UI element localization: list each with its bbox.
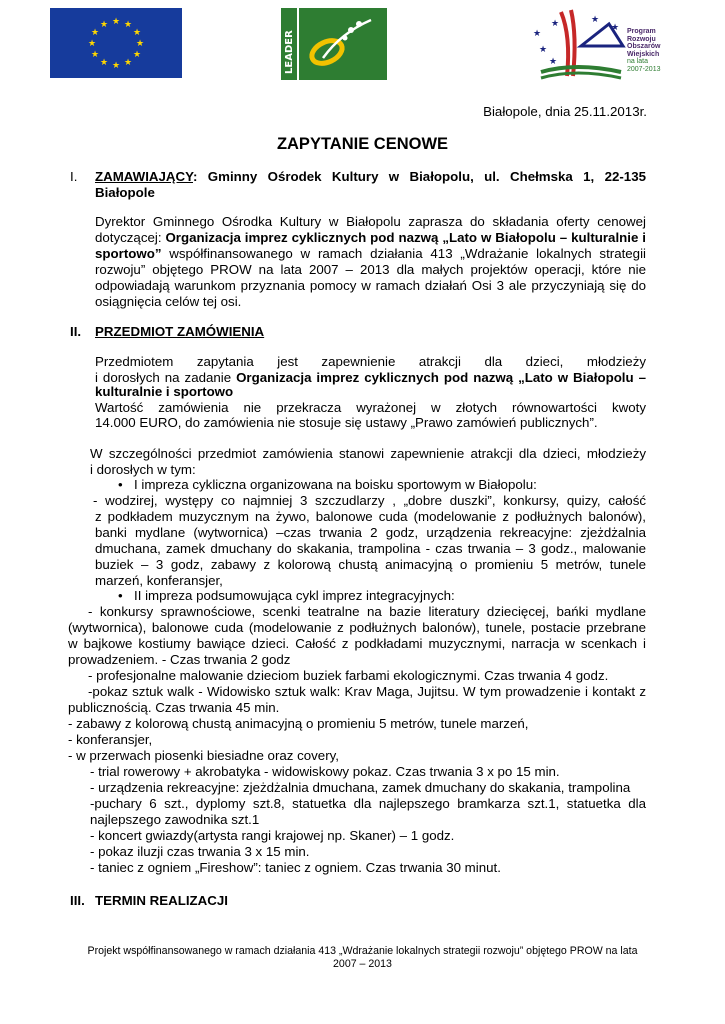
bullet-2-label: II impreza podsumowująca cykl imprez integracyjnych: bbox=[134, 588, 455, 603]
bullet-1-line: marzeń, konferansjer, bbox=[95, 573, 223, 588]
section-2-para-line: Przedmiotem zapytania jest zapewnienie atrakcji dla dzieci, młodzieży bbox=[95, 354, 646, 369]
svg-text:★: ★ bbox=[99, 58, 109, 68]
svg-text:★: ★ bbox=[99, 20, 109, 30]
prow-logo bbox=[531, 6, 666, 84]
bullet-2-line: - konkursy sprawnościowe, scenki teatralne na bazie literatury dziecięcej, bańki mydlane bbox=[88, 604, 646, 619]
svg-text:★: ★ bbox=[591, 15, 600, 25]
section-3-number: III. bbox=[70, 893, 85, 908]
section-2-para-line: 14.000 EURO, do zamówienia nie stosuje się ustawy „Prawo zamówień publicznych”. bbox=[95, 415, 598, 430]
document-title: ZAPYTANIE CENOWE bbox=[276, 135, 449, 153]
page-footer: Projekt współfinansowanego w ramach działania 413 „Wdrażanie lokalnych strategii rozwoju” objętego PROW na lata 2007 – 2013 bbox=[87, 945, 638, 970]
document-date: Białopole, dnia 25.11.2013r. bbox=[483, 104, 647, 119]
section-1-number: I. bbox=[70, 169, 78, 184]
bullet-2-line: prowadzeniem. - Czas trwania 2 godz bbox=[68, 652, 291, 667]
section-1-para-line: odpowiadają warunkom przyznania pomocy w ramach działań Osi 3 ale przyczyniają się do bbox=[95, 278, 646, 293]
svg-text:★: ★ bbox=[111, 17, 121, 27]
section-3-heading: TERMIN REALIZACJI bbox=[95, 893, 228, 908]
section-2-para-line: i dorosłych w tym: bbox=[90, 462, 196, 477]
bullet-1-label: I impreza cykliczna organizowana na boisku sportowym w Białopolu: bbox=[134, 477, 537, 492]
section-1-city: Białopole bbox=[95, 185, 155, 200]
svg-text:★: ★ bbox=[135, 39, 145, 49]
bullet-2-line: publicznością. Czas trwania 45 min. bbox=[68, 700, 280, 715]
bullet-2-line: - konferansjer, bbox=[68, 732, 153, 747]
bullet-2-line: - koncert gwiazdy(artysta rangi krajowej np. Skaner) – 1 godz. bbox=[90, 828, 455, 843]
section-2-para-line: W szczególności przedmiot zamówienia stanowi zapewnienie atrakcji dla dzieci, młodzieży bbox=[90, 446, 646, 461]
svg-text:★: ★ bbox=[132, 28, 142, 38]
bullet-2-line: (wytwornica), balonowe cuda (modelowanie z podłużnych balonów), tunele, postacie przebrane bbox=[68, 620, 646, 635]
section-1-para-line: Dyrektor Gminnego Ośrodka Kultury w Białopolu zaprasza do składania oferty cenowej bbox=[95, 214, 646, 229]
bullet-2-line: - pokaz iluzji czas trwania 3 x 15 min. bbox=[90, 844, 310, 859]
leader-logo bbox=[281, 8, 387, 80]
section-1-para-line: osiągnięcia celów tej osi. bbox=[95, 294, 242, 309]
bullet-icon: • bbox=[118, 588, 123, 603]
bullet-1-line: dmuchana, zamek dmuchany do skakania, trampolina - czas trwania – 3 godz., malowanie bbox=[95, 541, 646, 556]
bullet-2-line: - zabawy z kolorową chustą animacyjną o promieniu 5 metrów, tunele marzeń, bbox=[68, 716, 529, 731]
bullet-2-line: - w przerwach piosenki biesiadne oraz covery, bbox=[68, 748, 339, 763]
bullet-2-line: najlepszego zawodnika szt.1 bbox=[90, 812, 260, 827]
section-1-para-line: rozwoju” objętego PROW na lata 2007 – 2013 dla małych projektów operacji, które nie bbox=[95, 262, 646, 277]
section-1-para-line: sportowo” współfinansowanego w ramach działania 413 „Wdrażanie lokalnych strategii bbox=[95, 246, 646, 261]
svg-text:★: ★ bbox=[123, 20, 133, 30]
svg-text:★: ★ bbox=[533, 29, 542, 39]
bullet-1-line: z podkładem muzycznym na żywo, balonowe cuda (modelowanie z podłużnych balonów), bbox=[95, 509, 646, 524]
section-2-heading: PRZEDMIOT ZAMÓWIENIA bbox=[95, 324, 265, 339]
bullet-2-line: -pokaz sztuk walk - Widowisko sztuk walk: Krav Maga, Jujitsu. W tym prowadzenie i kontakt z bbox=[88, 684, 646, 699]
prow-caption: Program Rozwoju Obszarów Wiejskich na lata 2007-2013 bbox=[627, 28, 661, 73]
svg-text:★: ★ bbox=[551, 19, 560, 29]
section-2-para-line: Wartość zamówienia nie przekracza wyrażonej w złotych równowartości kwoty bbox=[95, 400, 646, 415]
bullet-1-line: banki mydlane (wytwornica) –czas trwania 2 godz, urządzenia rekreacyjne: zjeżdżalnia bbox=[95, 525, 646, 540]
svg-text:★: ★ bbox=[539, 45, 548, 55]
bullet-icon: • bbox=[118, 477, 123, 492]
bullet-2-line: - taniec z ogniem „Fireshow”: taniec z ogniem. Czas trwania 30 minut. bbox=[90, 860, 501, 875]
bullet-1-line: - wodzirej, występy co najmniej 3 szczudlarzy , „dobre duszki”, konkursy, quizy, całość bbox=[93, 493, 646, 508]
bullet-2-line: - trial rowerowy + akrobatyka - widowiskowy pokaz. Czas trwania 3 x po 15 min. bbox=[90, 764, 560, 779]
bullet-2-line: - urządzenia rekreacyjne: zjeżdżalnia dmuchana, zamek dmuchany do skakania, trampolina bbox=[90, 780, 631, 795]
bullet-2-line: - profesjonalne malowanie dzieciom buziek farbami ekologicznymi. Czas trwania 4 godz. bbox=[88, 668, 609, 683]
section-2-para-line: kulturalnie i sportowo bbox=[95, 384, 234, 399]
svg-text:★: ★ bbox=[549, 57, 558, 67]
svg-text:★: ★ bbox=[90, 28, 100, 38]
svg-text:★: ★ bbox=[111, 61, 121, 71]
bullet-2-line: -puchary 6 szt., dyplomy szt.8, statuetka dla najlepszego bramkarza szt.1, statuetka dla bbox=[90, 796, 646, 811]
svg-text:★: ★ bbox=[132, 50, 142, 60]
svg-text:★: ★ bbox=[611, 23, 620, 33]
svg-text:★: ★ bbox=[90, 50, 100, 60]
eu-stars-icon bbox=[50, 8, 182, 78]
bullet-1-line: buziek – 3 godz, zabawy z kolorową chustą animacyjną o promieniu 5 metrów, tunele bbox=[95, 557, 646, 572]
eu-flag-logo bbox=[50, 8, 182, 78]
section-1-heading: ZAMAWIAJĄCY: Gminny Ośrodek Kultury w Białopolu, ul. Chełmska 1, 22-135 bbox=[95, 169, 646, 184]
svg-text:★: ★ bbox=[87, 39, 97, 49]
section-2-number: II. bbox=[70, 324, 82, 339]
section-2-para-line: i dorosłych na zadanie Organizacja imprez cyklicznych pod nazwą „Lato w Białopolu – bbox=[95, 370, 646, 385]
bullet-2-line: w bajkowe kostiumy bawiące dzieci. Całość z podkładami muzycznymi, narracja w scenkach i bbox=[68, 636, 646, 651]
leader-text: LEADER bbox=[284, 30, 295, 74]
svg-text:★: ★ bbox=[123, 58, 133, 68]
section-1-para-line: dotyczącej: Organizacja imprez cyklicznych pod nazwą „Lato w Białopolu – kulturalnie i bbox=[95, 230, 646, 245]
